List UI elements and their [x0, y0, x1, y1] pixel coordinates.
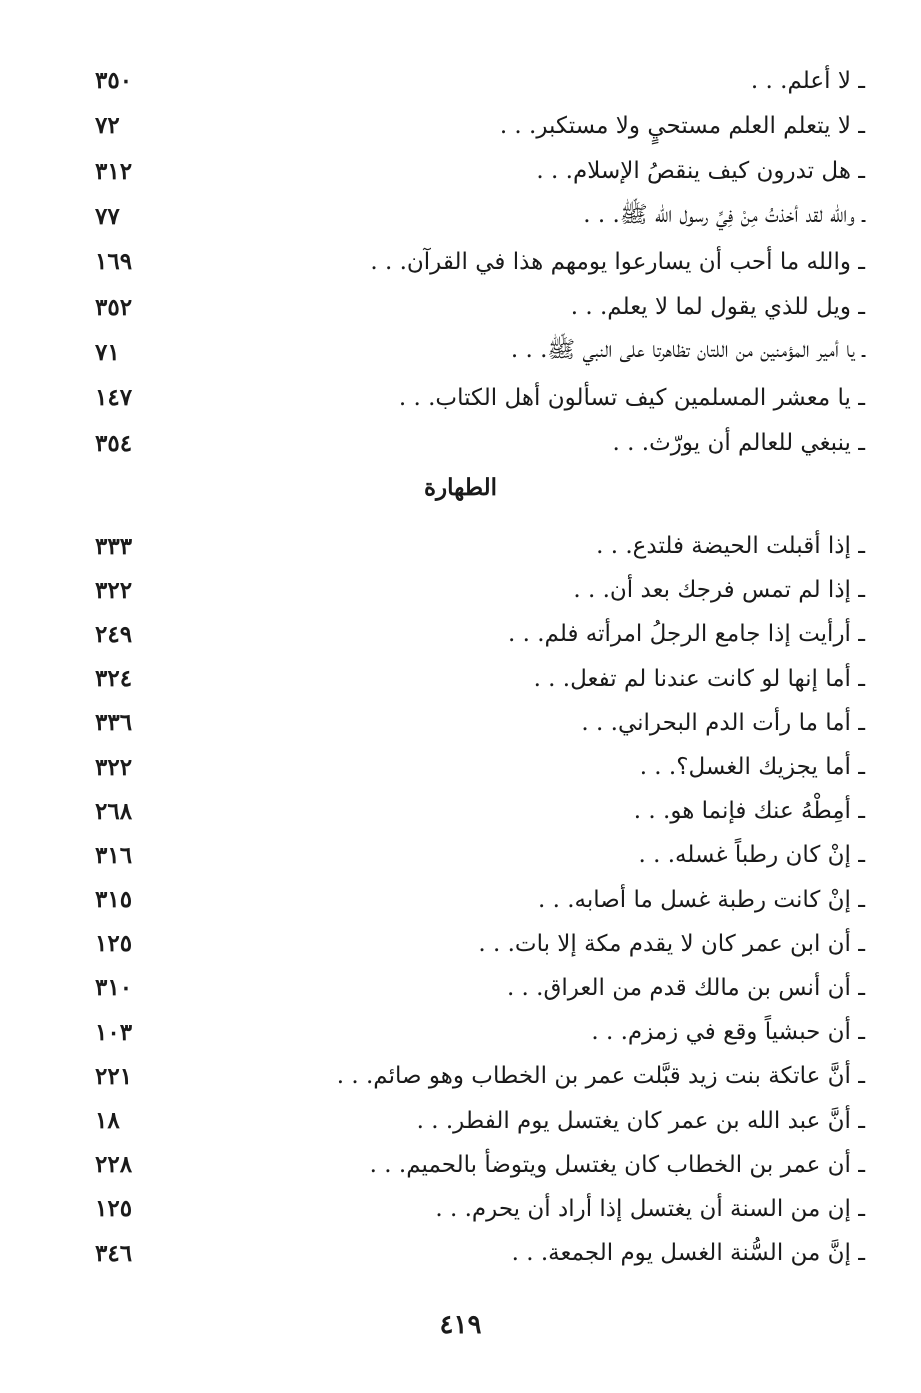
- entry-text: ـ والله لقد أخذتُ مِنْ فِيِّ رسول الله ﷺ. . .: [583, 201, 865, 228]
- index-row: [95, 833, 865, 877]
- section-heading: الطهارة: [423, 474, 498, 501]
- entry-page-number: ٢٦٨: [95, 797, 133, 825]
- index-row: [95, 1187, 865, 1231]
- index-row: [95, 1231, 865, 1275]
- footer-page-number: ٤١٩: [439, 1310, 482, 1340]
- entry-text: ـ إذا أقبلت الحيضة فلتدع. . .: [596, 533, 865, 560]
- entry-text: ـ لا أعلم. . .: [750, 67, 865, 94]
- entry-page-number: ٢٢١: [95, 1062, 133, 1090]
- index-row: [95, 568, 865, 612]
- entry-page-number: ١٤٧: [95, 384, 133, 412]
- index-row: [95, 58, 865, 103]
- entry-text: ـ أما ما رأت الدم البحراني. . .: [581, 709, 865, 736]
- index-list-section-b: [95, 524, 865, 1275]
- index-row: [95, 1098, 865, 1142]
- entry-text: ـ أما يجزيك الغسل؟. . .: [639, 754, 865, 781]
- entry-page-number: ٣٢٤: [95, 665, 133, 693]
- index-row: [95, 375, 865, 420]
- entry-page-number: ٣١٥: [95, 886, 133, 914]
- index-row: [95, 284, 865, 329]
- entry-page-number: ٣١٦: [95, 841, 133, 869]
- index-row: [95, 657, 865, 701]
- entry-page-number: ٣٣٣: [95, 532, 133, 560]
- index-row: [95, 239, 865, 284]
- index-row: [95, 878, 865, 922]
- entry-text: ـ هل تدرون كيف ينقصُ الإسلام. . .: [536, 158, 865, 185]
- entry-text: ـ ويل للذي يقول لما لا يعلم. . .: [570, 294, 865, 321]
- index-row: [95, 149, 865, 194]
- entry-page-number: ٧١: [95, 338, 120, 366]
- entry-page-number: ٧٢: [95, 112, 120, 140]
- entry-text: ـ أنَّ عاتكة بنت زيد قبَّلت عمر بن الخطاب وهو صائم. . .: [336, 1063, 865, 1090]
- entry-text: ـ إنَّ من السُّنة الغسل يوم الجمعة. . .: [511, 1240, 865, 1267]
- entry-text: ـ أرأيت إذا جامع الرجلُ امرأته فلم. . .: [507, 621, 865, 648]
- entry-page-number: ٣٤٦: [95, 1239, 133, 1267]
- index-row: [95, 1054, 865, 1098]
- entry-page-number: ٧٧: [95, 203, 120, 231]
- index-row: [95, 1010, 865, 1054]
- index-row: [95, 103, 865, 148]
- entry-text: ـ أن ابن عمر كان لا يقدم مكة إلا بات. . .: [478, 930, 865, 957]
- entry-text: ـ أن حبشياً وقع في زمزم. . .: [591, 1019, 865, 1046]
- index-row: [95, 194, 865, 239]
- entry-text: ـ لا يتعلم العلم مستحيٍ ولا مستكبر. . .: [499, 112, 865, 139]
- entry-text: ـ أمِطْهُ عنك فإنما هو. . .: [633, 798, 865, 825]
- index-list-section-a: [95, 58, 865, 466]
- entry-page-number: ١٢٥: [95, 930, 133, 958]
- entry-text: ـ يا أمير المؤمنين من اللتان تظاهرتا على النبي ﷺ. . .: [510, 337, 865, 364]
- entry-page-number: ٢٤٩: [95, 620, 133, 648]
- entry-page-number: ١٢٥: [95, 1195, 133, 1223]
- entry-page-number: ٣٥٠: [95, 67, 133, 95]
- index-row: [95, 966, 865, 1010]
- entry-page-number: ٣٣٦: [95, 709, 133, 737]
- index-row: [95, 701, 865, 745]
- entry-page-number: ٢٢٨: [95, 1151, 133, 1179]
- entry-text: ـ ينبغي للعالم أن يورّث. . .: [612, 430, 865, 457]
- entry-page-number: ٣١٢: [95, 157, 133, 185]
- entry-text: ـ إنْ كانت رطبة غسل ما أصابه. . .: [537, 886, 865, 913]
- index-row: [95, 524, 865, 568]
- entry-page-number: ١٠٣: [95, 1018, 133, 1046]
- entry-page-number: ٣٥٢: [95, 293, 133, 321]
- index-row: [95, 612, 865, 656]
- index-row: [95, 922, 865, 966]
- entry-page-number: ٣٥٤: [95, 429, 133, 457]
- entry-text: ـ أنَّ عبد الله بن عمر كان يغتسل يوم الفطر. . .: [416, 1107, 865, 1134]
- entry-page-number: ١٨: [95, 1107, 120, 1135]
- entry-text: ـ يا معشر المسلمين كيف تسألون أهل الكتاب. . .: [398, 384, 865, 411]
- entry-text: ـ إن من السنة أن يغتسل إذا أراد أن يحرم. . .: [435, 1195, 865, 1222]
- entry-text: ـ أما إنها لو كانت عندنا لم تفعل. . .: [533, 665, 865, 692]
- entry-page-number: ٣٢٢: [95, 753, 133, 781]
- index-row: [95, 420, 865, 465]
- entry-text: ـ أن عمر بن الخطاب كان يغتسل ويتوضأ بالحميم. . .: [369, 1151, 865, 1178]
- index-row: [95, 1143, 865, 1187]
- index-row: [95, 789, 865, 833]
- entry-text: ـ والله ما أحب أن يسارعوا يومهم هذا في القرآن. . .: [370, 248, 865, 275]
- entry-text: ـ إذا لم تمس فرجك بعد أن. . .: [573, 577, 865, 604]
- entry-page-number: ٣٢٢: [95, 576, 133, 604]
- index-row: [95, 745, 865, 789]
- entry-page-number: ١٦٩: [95, 248, 133, 276]
- entry-text: ـ أن أنس بن مالك قدم من العراق. . .: [506, 974, 865, 1001]
- index-row: [95, 330, 865, 375]
- entry-text: ـ إنْ كان رطباً غسله. . .: [638, 842, 865, 869]
- entry-page-number: ٣١٠: [95, 974, 133, 1002]
